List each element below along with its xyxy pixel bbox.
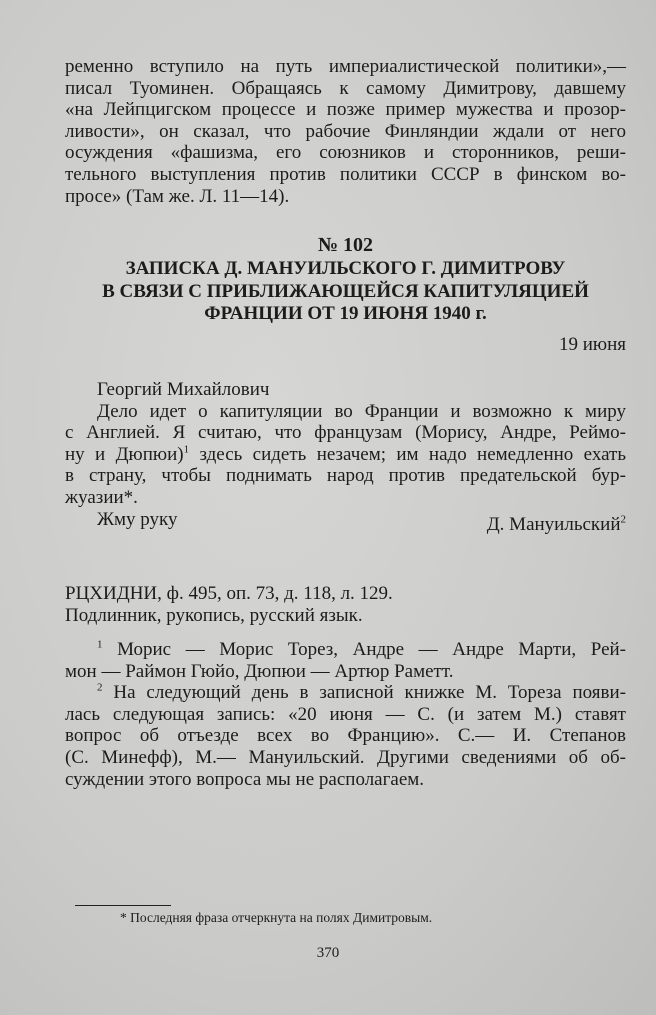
- page-number: 370: [316, 945, 340, 961]
- footnote-divider: [75, 905, 171, 906]
- text-line: осуждения «фашизма, его союзников и сторонников, реши-: [65, 142, 626, 164]
- text-line: ливости», он сказал, что рабочие Финляндии ждали от него: [65, 120, 626, 142]
- intro-paragraph: [65, 56, 626, 207]
- archive-reference: [65, 583, 626, 627]
- note-line: вопрос об отъезде всех во Францию». С.— И. Степанов: [65, 725, 626, 747]
- text-line: с Англией. Я считаю, что французам (Морису, Андре, Реймо-: [65, 422, 626, 444]
- document-date: 19 июня: [558, 334, 626, 355]
- footnote-ref-2: 2: [620, 513, 626, 526]
- document-title: [65, 258, 626, 326]
- closing: Жму руку: [97, 508, 178, 530]
- archive-line: Подлинник, рукопись, русский язык.: [65, 605, 363, 626]
- text-fragment: здесь сидеть незачем; им надо немедленно ехать: [189, 443, 626, 465]
- note-marker-2: 2: [97, 681, 103, 694]
- text-fragment: ну и Дюпюи): [65, 443, 184, 465]
- signature: Д. Мануильский: [486, 514, 621, 535]
- note-line: суждении этого вопроса мы не располагаем.: [65, 768, 425, 790]
- text-line: ременно вступило на путь империалистической политики»,—: [65, 56, 626, 77]
- signature-line: [65, 514, 626, 536]
- archive-line: РЦХИДНИ, ф. 495, оп. 73, д. 118, л. 129.: [65, 583, 393, 604]
- salutation: Георгий Михайлович: [97, 379, 270, 400]
- footnote-star: * Последняя фраза отчеркнута на полях Димитровым.: [120, 910, 433, 925]
- text-line: Дело идет о капитуляции во Франции и возможно к миру: [97, 400, 626, 422]
- title-line: В СВЯЗИ С ПРИБЛИЖАЮЩЕЙСЯ КАПИТУЛЯЦИЕЙ: [102, 280, 589, 302]
- text-line: жуазии*.: [65, 486, 138, 508]
- note-line: (С. Минефф), М.— Мануильский. Другими сведениями об об-: [65, 746, 626, 768]
- note-text: На следующий день в записной книжке М. Тореза появи-: [113, 682, 627, 704]
- title-line: ФРАНЦИИ ОТ 19 ИЮНЯ 1940 г.: [204, 303, 487, 324]
- text-line: «на Лейпцигском процессе и позже пример мужества и прозор-: [65, 99, 626, 121]
- text-line: тельного выступления против политики СССР в финском во-: [65, 163, 626, 185]
- note-marker-1: 1: [97, 638, 103, 651]
- note-line: [65, 639, 626, 661]
- note-text: Морис — Морис Торез, Андре — Андре Марти, Рей-: [117, 639, 626, 660]
- text-line: просе» (Там же. Л. 11—14).: [65, 185, 290, 207]
- footnote-ref-1: 1: [183, 443, 190, 456]
- letter-body: [65, 379, 626, 530]
- title-line: ЗАПИСКА Д. МАНУИЛЬСКОГО Г. ДИМИТРОВУ: [125, 258, 566, 279]
- text-line: в страну, чтобы поднимать народ против предательской бур-: [65, 465, 626, 487]
- endnotes: [65, 639, 626, 790]
- note-line: [65, 682, 626, 704]
- note-line: мон — Раймон Гюйо, Дюпюи — Артюр Раметт.: [65, 660, 454, 682]
- note-line: лась следующая запись: «20 июня — С. (и затем М.) ставят: [65, 703, 626, 725]
- document-number: № 102: [317, 234, 374, 256]
- text-line-with-footnote: [65, 444, 626, 466]
- text-line: писал Туоминен. Обращаясь к самому Димитрову, давшему: [65, 77, 626, 99]
